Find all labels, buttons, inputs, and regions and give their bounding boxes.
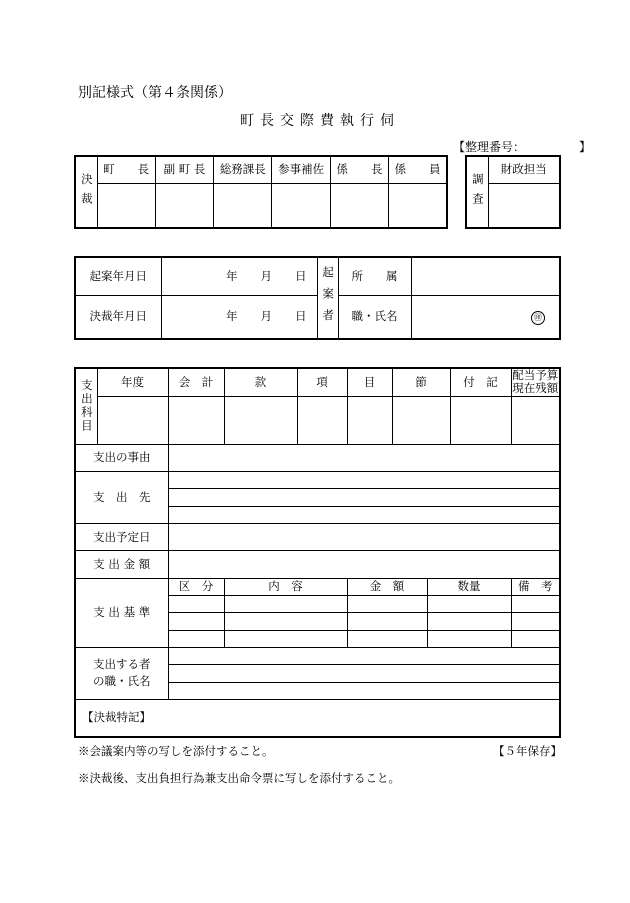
reason-label: 支出の事由	[75, 444, 168, 471]
footnote-attachment: ※会議案内等の写しを添付すること。	[78, 744, 274, 758]
title-name-label: 職・氏名	[338, 296, 411, 339]
basis-cell[interactable]	[347, 613, 427, 630]
budget-moku-field[interactable]	[347, 396, 392, 444]
basis-cell[interactable]	[168, 630, 224, 647]
approval-table	[74, 155, 448, 229]
budget-note-field[interactable]	[450, 396, 511, 444]
budget-col-note: 付 記	[450, 368, 511, 396]
basis-col-remarks: 備 考	[511, 578, 560, 595]
budget-year-field[interactable]	[97, 396, 168, 444]
budget-col-kan: 款	[224, 368, 297, 396]
basis-cell[interactable]	[224, 613, 347, 630]
approval-stamp-box[interactable]	[97, 183, 155, 228]
basis-cell[interactable]	[347, 596, 427, 613]
basis-cell[interactable]	[427, 596, 511, 613]
basis-cell[interactable]	[168, 613, 224, 630]
budget-col-kou: 項	[297, 368, 347, 396]
basis-cell[interactable]	[168, 596, 224, 613]
inspection-stamp-box[interactable]	[488, 183, 560, 228]
affiliation-field[interactable]	[411, 257, 560, 296]
approval-side-label: 決裁	[75, 156, 97, 228]
budget-setsu-field[interactable]	[392, 396, 450, 444]
budget-col-moku: 目	[347, 368, 392, 396]
draft-date-field[interactable]: 年 月 日	[161, 257, 317, 296]
payer-label: 支出する者 の職・氏名	[75, 647, 168, 699]
budget-kan-field[interactable]	[224, 396, 297, 444]
decision-date-label: 決裁年月日	[75, 296, 161, 339]
approval-stamp-box[interactable]	[214, 183, 272, 228]
payee-label: 支 出 先	[75, 472, 168, 524]
basis-cell[interactable]	[427, 630, 511, 647]
basis-cell[interactable]	[224, 630, 347, 647]
basis-cell[interactable]	[511, 630, 560, 647]
payee-field[interactable]	[168, 506, 560, 523]
drafter-label: 起案者	[317, 257, 338, 339]
payee-field[interactable]	[168, 472, 560, 489]
basis-cell[interactable]	[224, 596, 347, 613]
basis-col-category: 区 分	[168, 578, 224, 595]
payer-field[interactable]	[168, 682, 560, 699]
approval-stamp-box[interactable]	[389, 183, 447, 228]
approval-stamp-box[interactable]	[155, 183, 213, 228]
draft-date-label: 起案年月日	[75, 257, 161, 296]
decision-date-field[interactable]: 年 月 日	[161, 296, 317, 339]
basis-cell[interactable]	[511, 613, 560, 630]
budget-col-year: 年度	[97, 368, 168, 396]
payee-field[interactable]	[168, 489, 560, 506]
scheduled-date-label: 支出予定日	[75, 523, 168, 550]
footnote-after-decision: ※決裁後、支出負担行為兼支出命令票に写しを添付すること。	[78, 771, 400, 785]
title-name-field[interactable]	[411, 296, 560, 339]
form-title: 町長交際費執行伺	[240, 113, 400, 129]
approval-col-counselor: 参事補佐	[272, 156, 330, 183]
special-notes-field[interactable]: 【決裁特記】	[75, 699, 560, 737]
approval-col-general-affairs-chief: 総務課長	[214, 156, 272, 183]
payer-field[interactable]	[168, 665, 560, 682]
dates-table	[74, 256, 561, 340]
budget-kou-field[interactable]	[297, 396, 347, 444]
basis-label: 支 出 基 準	[75, 578, 168, 647]
basis-col-quantity: 数量	[427, 578, 511, 595]
approval-col-mayor: 町 長	[97, 156, 155, 183]
basis-cell[interactable]	[511, 596, 560, 613]
form-label: 別記様式（第４条関係）	[78, 85, 232, 101]
scheduled-date-field[interactable]	[168, 523, 560, 550]
affiliation-label: 所 属	[338, 257, 411, 296]
approval-col-section-chief: 係 長	[330, 156, 388, 183]
budget-remaining-field[interactable]	[511, 396, 560, 444]
payer-field[interactable]	[168, 647, 560, 664]
inspection-table	[465, 155, 561, 229]
approval-col-deputy-mayor: 副 町 長	[155, 156, 213, 183]
amount-label: 支 出 金 額	[75, 551, 168, 578]
budget-col-remaining: 配当予算現在残額	[512, 368, 559, 396]
inspection-side-label: 調査	[466, 156, 488, 228]
basis-cell[interactable]	[347, 630, 427, 647]
budget-col-account: 会 計	[168, 368, 224, 396]
seal-icon: ㊞	[531, 311, 545, 325]
basis-cell[interactable]	[427, 613, 511, 630]
approval-stamp-box[interactable]	[272, 183, 330, 228]
basis-col-amount: 金 額	[347, 578, 427, 595]
budget-account-field[interactable]	[168, 396, 224, 444]
basis-col-content: 内 容	[224, 578, 347, 595]
retention-label: 【５年保存】	[493, 744, 562, 758]
amount-field[interactable]	[168, 551, 560, 578]
budget-side-label: 支出科目	[75, 368, 97, 444]
expenditure-table	[74, 367, 561, 738]
inspection-col-finance: 財政担当	[488, 156, 560, 183]
reference-number-label: 【整理番号： 】	[453, 140, 592, 154]
approval-stamp-box[interactable]	[330, 183, 388, 228]
budget-col-setsu: 節	[392, 368, 450, 396]
approval-col-staff: 係 員	[389, 156, 447, 183]
reason-field[interactable]	[168, 444, 560, 471]
